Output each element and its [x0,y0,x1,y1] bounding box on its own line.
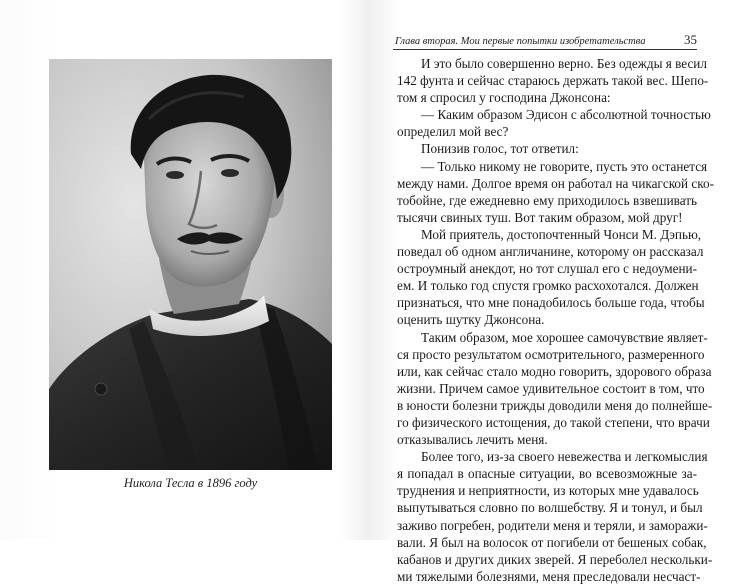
text-line: И это было совершенно верно. Без одежды я весил [421,56,707,71]
text-line: заживо погребен, родители меня и теряли, и заморажи- [397,517,708,533]
text-line: остроумный анекдот, но тот слушал его с недоумени- [397,261,697,277]
chapter-running-title: Глава вторая. Мои первые попытки изобретательства [395,36,646,47]
text-line: Таким образом, мое хорошее самочувствие являет- [421,329,708,345]
text-line: — Каким образом Эдисон с абсолютной точностью [421,107,711,123]
portrait-photo [49,59,332,470]
text-line: труднения и неприятности, из которых мне удавалось [397,483,699,499]
photo-caption: Никола Тесла в 1896 году [123,476,258,490]
text-line: ся просто результатом осмотрительного, размеренного [397,346,705,362]
text-line: — Только никому не говорите, пусть это останется [421,158,708,174]
page-number: 35 [684,32,697,47]
text-line: поведал об одном англичанине, которому он рассказал [397,244,704,260]
text-line: том я спросил у господина Джонсона: [397,90,611,106]
text-line: тысячи свиных туш. Вот таким образом, мой друг! [397,209,683,225]
body-text [397,55,714,585]
text-line: Понизив голос, тот ответил: [421,141,579,157]
text-line: отказывались лечить меня. [397,432,548,448]
text-line: выпутываться словно по волшебству. Я и тонул, и был [397,500,703,516]
text-line: Более того, из-за своего невежества и легкомыслия [421,449,708,465]
text-line: оценить шутку Джонсона. [397,312,545,328]
text-line: или, как сейчас стало модно говорить, здорового образа [397,363,712,379]
text-line: между нами. Долгое время он работал на чикагской ско- [397,175,714,191]
text-line: ми тяжелыми болезнями, меня преследовали несчаст- [397,568,701,584]
text-line: вали. Я был на волосок от погибели от бешеных собак, [397,534,707,550]
text-line: признаться, что мне понадобилось больше года, чтобы [397,295,705,311]
text-line: 142 фунта и сейчас стараюсь держать такой вес. Шепо- [397,73,709,89]
text-line: кабанов и других диких зверей. Я переболел нескольки- [397,551,713,567]
portrait-illustration [49,59,332,470]
text-line: тобойне, где ежедневно ему приходилось взвешивать [397,192,697,208]
text-line: Мой приятель, достопочтенный Чонси М. Дэпью, [421,226,702,242]
text-line: я попадал в опасные ситуации, во всевозможные за- [397,466,697,482]
text-line: определил мой вес? [397,124,509,140]
text-line: жизни. Причем самое удивительное состоит в том, что [397,380,705,396]
running-header [393,33,697,50]
text-line: в юности болезни трижды доводили меня до полнейше- [397,397,713,413]
text-line: ем. И только год спустя громко расхохотался. Должен [397,278,699,294]
text-line: го физического истощения, до такой степени, что врачи [397,414,710,430]
